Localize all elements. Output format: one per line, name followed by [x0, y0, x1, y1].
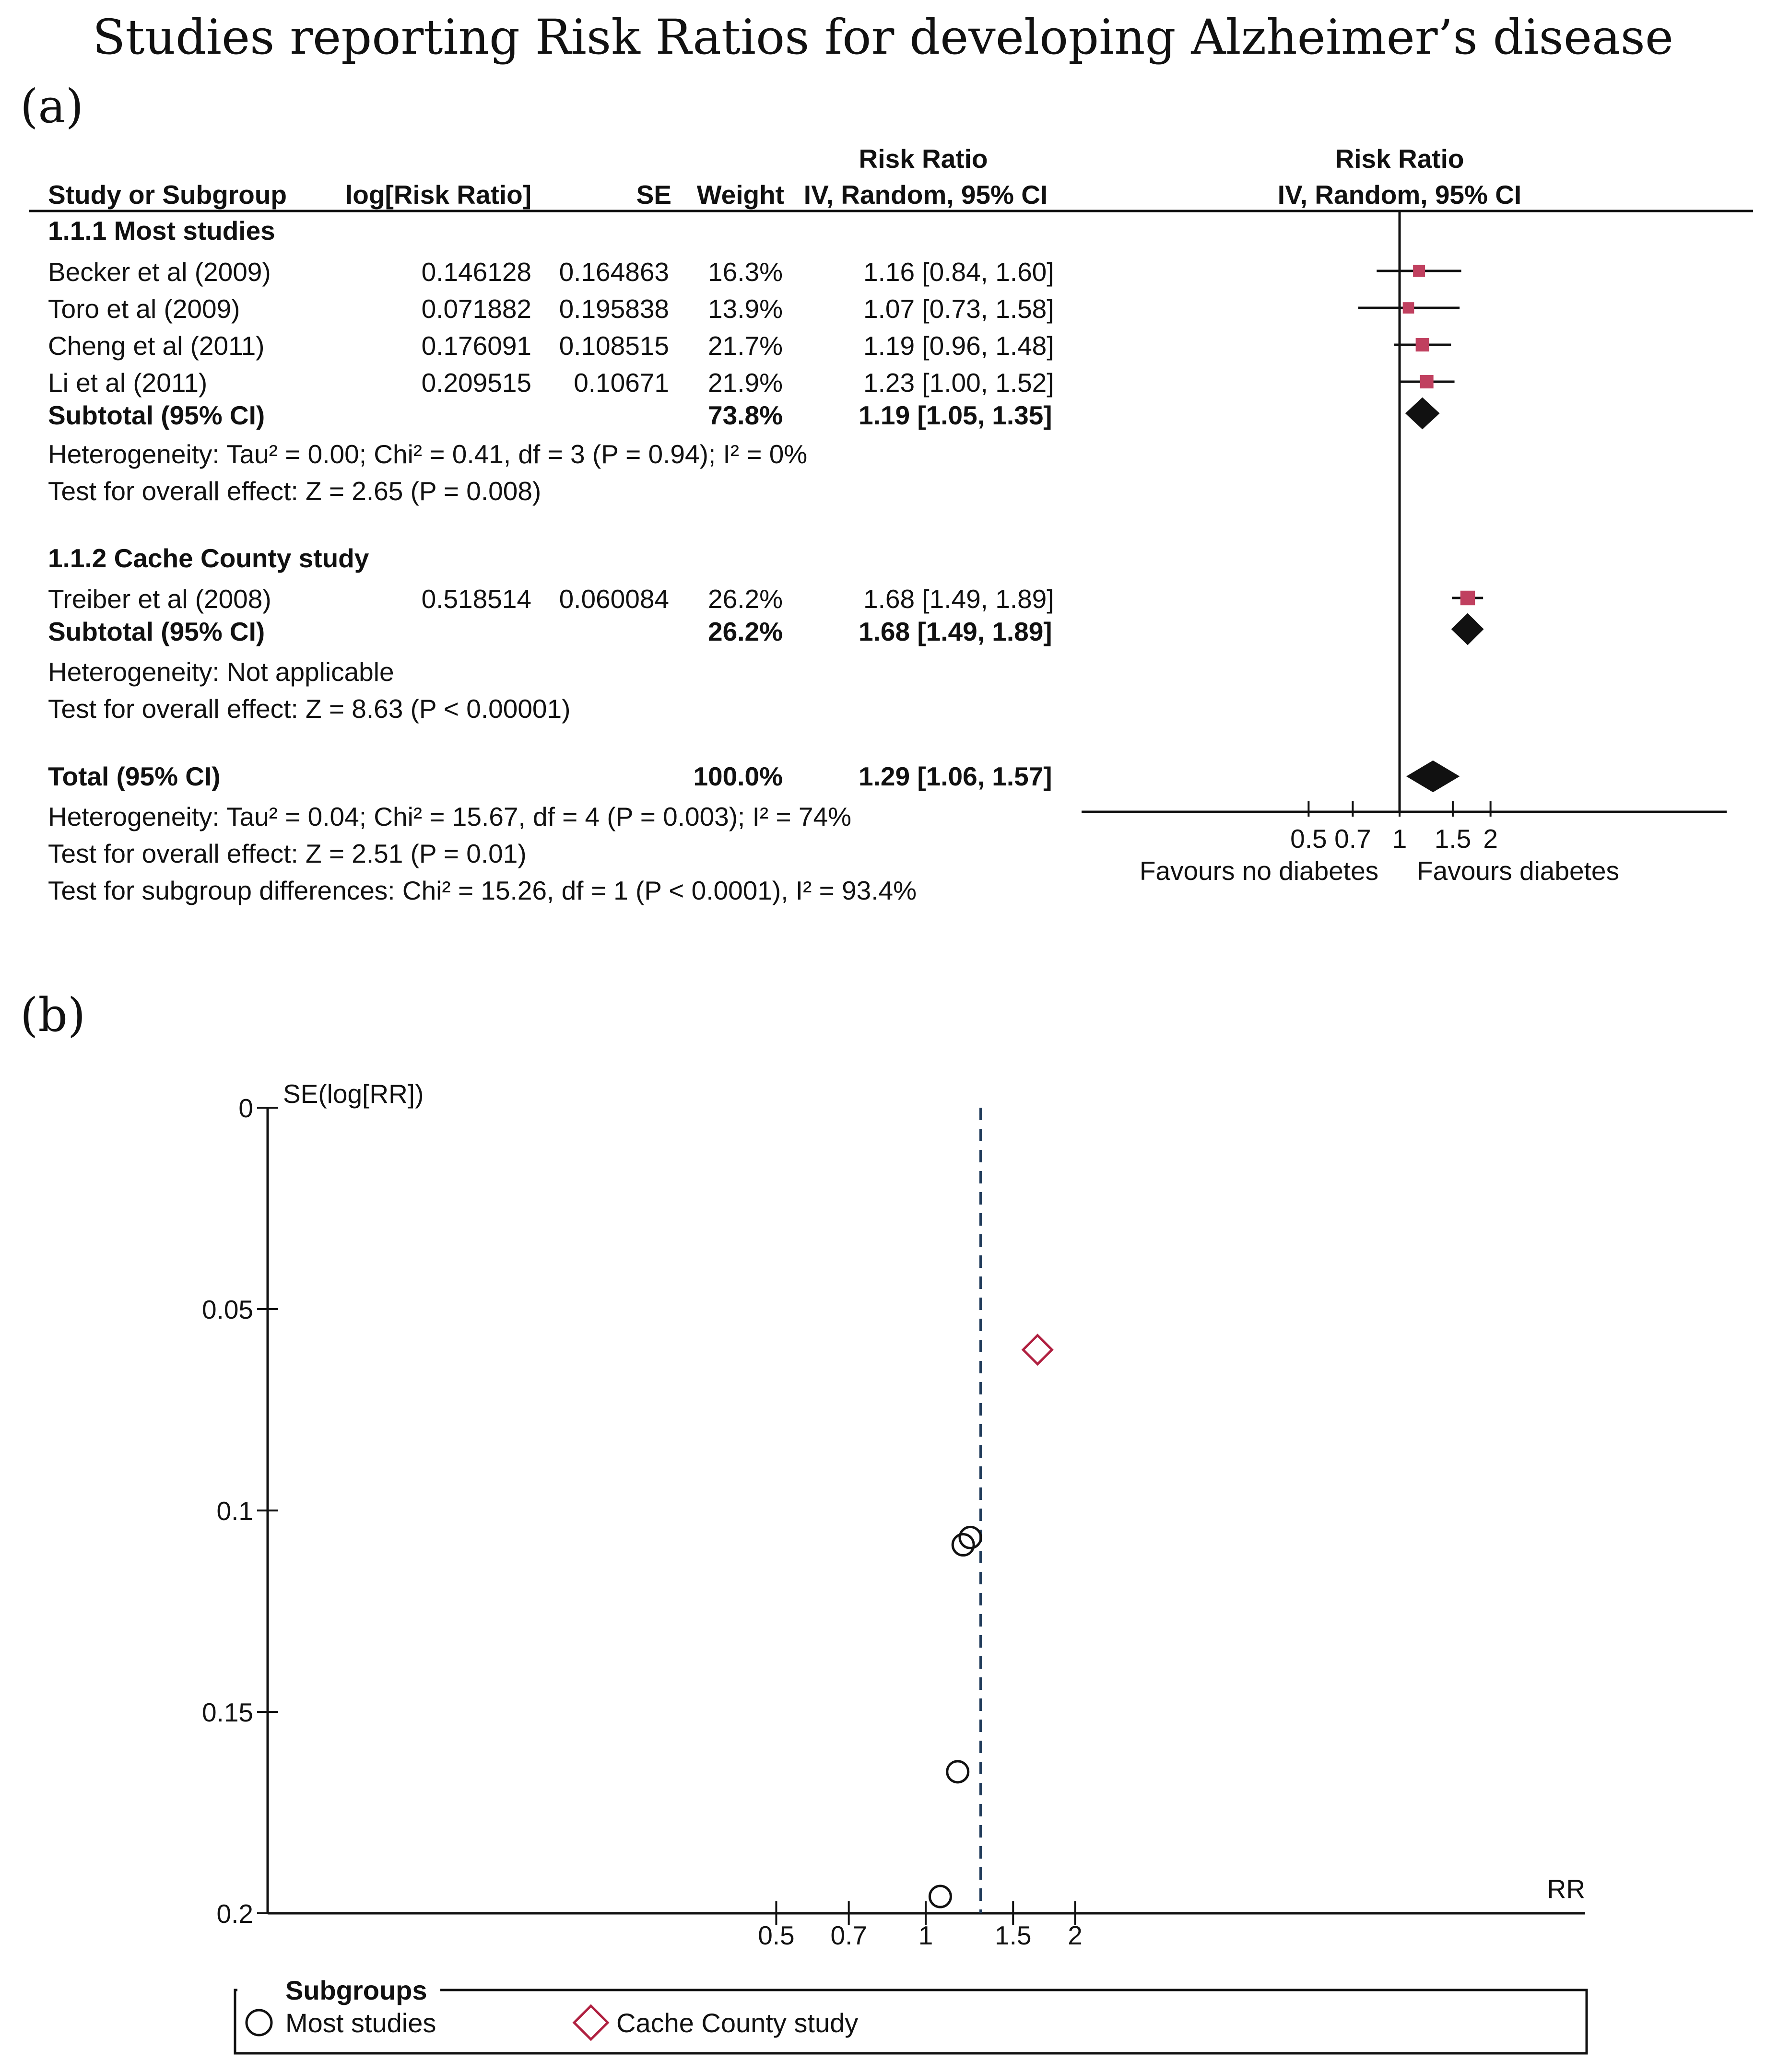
group-title: 1.1.2 Cache County study [48, 543, 369, 573]
heterogeneity-text: Heterogeneity: Tau² = 0.00; Chi² = 0.41, df = 3 (P = 0.94); I² = 0% [48, 439, 808, 469]
forest-x-tick-label: 2 [1483, 824, 1498, 854]
header-plot-risk-ratio-top: Risk Ratio [1335, 144, 1464, 174]
forest-study-square [1460, 591, 1475, 605]
subtotal-row [48, 400, 1052, 430]
table-row [48, 584, 1054, 614]
funnel-x-axis-title: RR [1547, 1874, 1585, 1904]
forest-x-tick-label: 0.5 [1290, 824, 1327, 854]
row-logrr: 0.146128 [421, 257, 531, 287]
forest-summary-diamond [1452, 614, 1483, 644]
legend-most-studies-marker [247, 2010, 271, 2035]
funnel-point-cache-county [1023, 1335, 1052, 1364]
row-logrr: 0.071882 [421, 294, 531, 324]
subtotal-weight: 26.2% [708, 617, 783, 646]
header-log-risk-ratio: log[Risk Ratio] [345, 180, 532, 210]
funnel-x-tick-label: 0.7 [830, 1920, 867, 1950]
favours-diabetes: Favours diabetes [1417, 856, 1619, 886]
row-ci: 1.16 [0.84, 1.60] [863, 257, 1054, 287]
row-study: Li et al (2011) [48, 368, 208, 398]
row-weight: 16.3% [708, 257, 783, 287]
row-weight: 13.9% [708, 294, 783, 324]
forest-study-square [1416, 338, 1429, 351]
row-ci: 1.19 [0.96, 1.48] [863, 331, 1054, 361]
funnel-y-tick-label: 0.15 [201, 1697, 253, 1727]
total-row [48, 761, 1052, 791]
subtotal-ci: 1.68 [1.49, 1.89] [859, 617, 1052, 646]
row-logrr: 0.518514 [421, 584, 531, 614]
forest-table-header [48, 144, 1521, 210]
row-study: Toro et al (2009) [48, 294, 240, 324]
forest-study-square [1420, 375, 1434, 388]
subtotal-weight: 73.8% [708, 400, 783, 430]
legend-frame [235, 1990, 1587, 2053]
funnel-legend [235, 1975, 1587, 2053]
table-row [48, 368, 1054, 398]
row-ci: 1.23 [1.00, 1.52] [863, 368, 1054, 398]
funnel-point-most-studies [930, 1886, 951, 1907]
funnel-y-tick-label: 0.2 [216, 1899, 253, 1929]
row-se: 0.195838 [559, 294, 669, 324]
header-plot-random-ci: IV, Random, 95% CI [1277, 180, 1522, 210]
forest-summary-diamond [1406, 398, 1439, 429]
panel-a-label: (a) [20, 80, 84, 133]
funnel-y-tick-label: 0 [238, 1093, 253, 1123]
header-se: SE [636, 180, 671, 210]
subtotal-label: Subtotal (95% CI) [48, 617, 265, 646]
header-weight: Weight [696, 180, 784, 210]
funnel-y-axis-title: SE(log[RR]) [283, 1079, 424, 1109]
total-block [48, 761, 1052, 905]
header-study: Study or Subgroup [48, 180, 287, 210]
row-se: 0.164863 [559, 257, 669, 287]
forest-x-tick-label: 1 [1392, 824, 1407, 854]
funnel-x-tick-label: 1.5 [995, 1920, 1032, 1950]
legend-title: Subgroups [285, 1975, 427, 2005]
heterogeneity-text: Heterogeneity: Not applicable [48, 657, 394, 687]
table-row [48, 331, 1054, 361]
overall-effect-text: Test for overall effect: Z = 8.63 (P < 0.00001) [48, 694, 571, 724]
subtotal-label: Subtotal (95% CI) [48, 400, 265, 430]
favours-no-diabetes: Favours no diabetes [1139, 856, 1379, 886]
forest-summary-diamond [1407, 761, 1459, 792]
legend-cache-county-marker [574, 2006, 608, 2039]
legend-cache-county-label: Cache County study [616, 2008, 859, 2038]
figure-title: Studies reporting Risk Ratios for developing Alzheimer’s disease [92, 9, 1674, 65]
funnel-x-tick-label: 2 [1068, 1920, 1083, 1950]
row-se: 0.108515 [559, 331, 669, 361]
subtotal-ci: 1.19 [1.05, 1.35] [859, 400, 1052, 430]
legend-most-studies-label: Most studies [285, 2008, 436, 2038]
subtotal-row [48, 617, 1052, 646]
forest-x-tick-label: 0.7 [1334, 824, 1371, 854]
row-se: 0.10671 [574, 368, 669, 398]
forest-x-tick-label: 1.5 [1434, 824, 1472, 854]
table-row [48, 294, 1054, 324]
funnel-axis-titles [283, 1079, 1585, 1904]
group-most-studies [48, 216, 1054, 506]
total-heterogeneity-text: Heterogeneity: Tau² = 0.04; Chi² = 15.67, df = 4 (P = 0.003); I² = 74% [48, 802, 851, 831]
funnel-point-most-studies [947, 1761, 968, 1782]
row-weight: 21.9% [708, 368, 783, 398]
row-weight: 21.7% [708, 331, 783, 361]
row-se: 0.060084 [559, 584, 669, 614]
row-ci: 1.68 [1.49, 1.89] [863, 584, 1054, 614]
funnel-y-tick-label: 0.05 [201, 1295, 253, 1324]
row-study: Treiber et al (2008) [48, 584, 271, 614]
funnel-x-tick-label: 0.5 [758, 1920, 795, 1950]
subgroup-differences-text: Test for subgroup differences: Chi² = 15.26, df = 1 (P < 0.0001), I² = 93.4% [48, 876, 917, 905]
row-study: Cheng et al (2011) [48, 331, 265, 361]
total-ci: 1.29 [1.06, 1.57] [859, 761, 1052, 791]
funnel-x-tick-label: 1 [918, 1920, 933, 1950]
forest-plot [1082, 211, 1727, 854]
header-random-ci: IV, Random, 95% CI [803, 180, 1048, 210]
group-title: 1.1.1 Most studies [48, 216, 275, 246]
row-logrr: 0.209515 [421, 368, 531, 398]
total-overall-effect-text: Test for overall effect: Z = 2.51 (P = 0.01) [48, 839, 527, 868]
total-weight: 100.0% [693, 761, 783, 791]
funnel-y-tick-label: 0.1 [216, 1496, 253, 1526]
forest-study-square [1403, 302, 1414, 314]
total-label: Total (95% CI) [48, 761, 221, 791]
row-weight: 26.2% [708, 584, 783, 614]
panel-b-label: (b) [20, 988, 86, 1042]
row-study: Becker et al (2009) [48, 257, 271, 287]
group-cache-county [48, 543, 1054, 724]
forest-study-square [1413, 265, 1425, 277]
forest-favours-labels [1140, 856, 1619, 886]
overall-effect-text: Test for overall effect: Z = 2.65 (P = 0.008) [48, 476, 542, 506]
table-row [48, 257, 1054, 287]
row-logrr: 0.176091 [421, 331, 531, 361]
row-ci: 1.07 [0.73, 1.58] [863, 294, 1054, 324]
funnel-plot [202, 1093, 1585, 1950]
header-risk-ratio-top: Risk Ratio [859, 144, 988, 174]
